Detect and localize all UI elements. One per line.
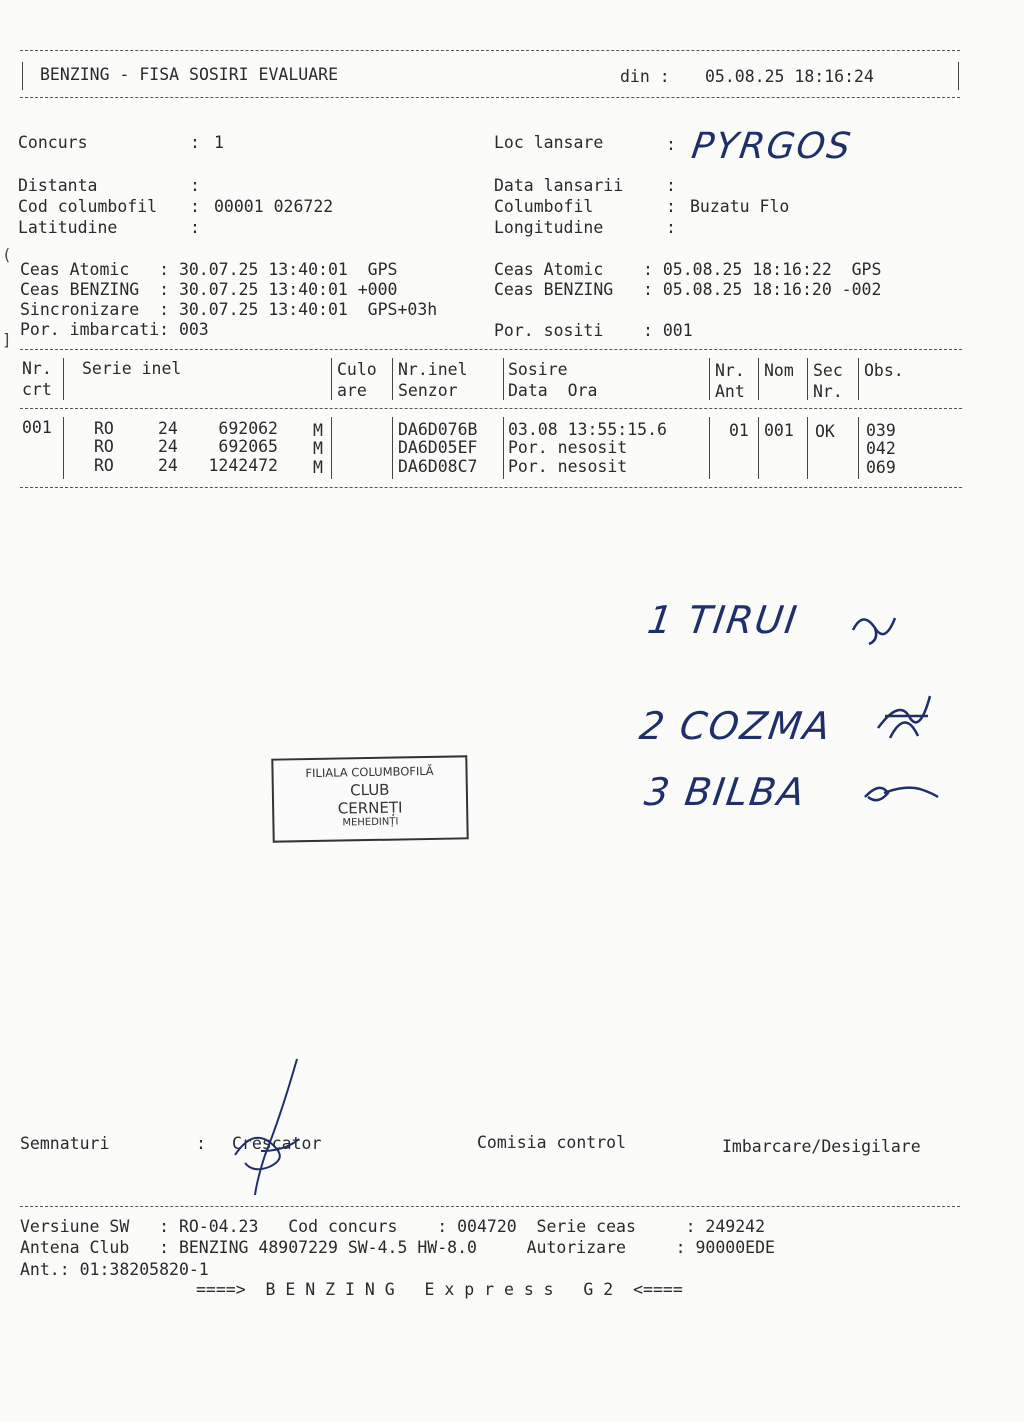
handwritten-signature-3 [860,775,940,810]
header-bottom-rule [20,97,960,98]
footer-line-4: ====> B E N Z I N G E x p r e s s G 2 <==== [196,1280,683,1299]
col-sep-1-body [63,417,64,479]
concurs-label: Concurs [18,133,88,152]
td-obs: 069 [866,458,896,477]
loc-lansare-value: PYRGOS [689,126,855,167]
td-ring: 1242472 [208,456,278,475]
handwritten-signature-2 [870,688,940,748]
left-sincronizare: Sincronizare : 30.07.25 13:40:01 GPS+03h [20,300,438,319]
data-lansarii-colon: : [666,176,676,195]
td-sosire: Por. nesosit [508,457,628,476]
semnaturi-colon: : [196,1134,206,1153]
col-sep-3-body [392,417,393,479]
col-sep-8-header [858,358,859,400]
th-culoare-2: are [337,381,367,400]
td-senzor: DA6D076B [398,420,478,439]
stamp-line-4: MEHEDINȚI [342,816,399,829]
th-sosire-2: Data Ora [508,381,598,400]
td-sec: OK [815,422,835,441]
td-sex: M [313,439,323,458]
semnaturi-label: Semnaturi [20,1134,110,1153]
col-sep-4-body [503,417,504,479]
loc-lansare-label: Loc lansare [494,133,604,152]
col-sep-7-body [807,417,808,479]
th-nr-crt-2: crt [22,380,52,399]
latitudine-label: Latitudine [18,218,118,237]
td-sex: M [313,458,323,477]
imbarcare-desigilare-label: Imbarcare/Desigilare [722,1137,921,1156]
col-sep-1-header [63,358,64,400]
cod-columbofil-colon: : [190,197,200,216]
th-nr-inel-2: Senzor [398,381,458,400]
concurs-value: 1 [214,133,224,152]
left-por-imbarcati: Por. imbarcati: 003 [20,320,209,339]
distanta-label: Distanta [18,176,98,195]
td-ring: 692062 [218,419,278,438]
cod-columbofil-value: 00001 026722 [214,197,334,216]
footer-line-2: Antena Club : BENZING 48907229 SW-4.5 HW-8.0 Autorizare : 90000EDE [20,1238,775,1257]
th-nr-ant-2: Ant [715,382,745,401]
footer-line-3: Ant.: 01:38205820-1 [20,1260,209,1279]
th-sosire-1: Sosire [508,360,568,379]
columbofil-label: Columbofil [494,197,594,216]
header-title: BENZING - FISA SOSIRI EVALUARE [40,65,339,84]
header-left-border [22,62,23,90]
td-country: RO [94,437,114,456]
col-sep-2-body [331,417,332,479]
longitudine-label: Longitudine [494,218,604,237]
columbofil-value: Buzatu Flo [690,197,790,216]
handwritten-line-2: 2 COZMA [636,704,835,748]
th-nom: Nom [764,361,794,380]
td-country: RO [94,456,114,475]
right-ceas-benzing: Ceas BENZING : 05.08.25 18:16:20 -002 [494,280,882,299]
cod-columbofil-label: Cod columbofil [18,197,158,216]
td-obs: 042 [866,439,896,458]
td-ring: 692065 [218,437,278,456]
stamp-line-3: CERNEȚI [337,798,403,818]
col-sep-4-header [503,358,504,400]
latitudine-colon: : [190,218,200,237]
table-bottom-rule [20,487,962,488]
scan-edge-mark: ] [2,330,12,349]
col-sep-2-header [331,358,332,400]
th-serie-inel: Serie inel [82,359,182,378]
left-ceas-benzing: Ceas BENZING : 30.07.25 13:40:01 +000 [20,280,398,299]
header-din-label: din : [620,67,670,86]
col-sep-5-body [709,417,710,479]
header-top-rule [20,50,960,51]
col-sep-6-body [758,417,759,479]
header-datetime: 05.08.25 18:16:24 [705,67,874,86]
columbofil-colon: : [666,197,676,216]
table-header-rule [20,408,962,409]
th-nr-inel-1: Nr.inel [398,360,468,379]
scan-edge-mark: ( [2,245,12,264]
col-sep-7-header [807,358,808,400]
crescator-signature [225,1055,305,1200]
data-lansarii-label: Data lansarii [494,176,624,195]
header-right-border [958,62,959,90]
handwritten-line-3: 3 BILBA [641,770,809,814]
th-culoare-1: Culo [337,360,377,379]
col-sep-5-header [709,358,710,400]
footer-rule [20,1206,960,1207]
stamp-line-1: FILIALA COLUMBOFILĂ [305,763,434,781]
td-nr-ant: 01 [729,421,749,440]
club-stamp [271,755,468,842]
longitudine-colon: : [666,218,676,237]
handwritten-line-1: 1 TIRUI [644,598,802,642]
distanta-colon: : [190,176,200,195]
td-nr-crt: 001 [22,418,52,437]
td-senzor: DA6D08C7 [398,457,478,476]
loc-lansare-colon: : [666,135,676,154]
th-sec-2: Nr. [813,382,843,401]
concurs-colon: : [190,133,200,152]
col-sep-3-header [392,358,393,400]
td-year: 24 [158,456,178,475]
stamp-line-2: CLUB [350,780,390,800]
right-ceas-atomic: Ceas Atomic : 05.08.25 18:16:22 GPS [494,260,882,279]
comisia-control-label: Comisia control [477,1133,627,1152]
th-obs: Obs. [864,361,904,380]
right-por-sositi: Por. sositi : 001 [494,321,693,340]
col-sep-8-body [858,417,859,479]
table-top-rule [20,349,962,350]
td-obs: 039 [866,421,896,440]
th-nr-crt-1: Nr. [22,359,52,378]
crescator-label: Crescator [232,1134,322,1153]
handwritten-scribble-1 [845,600,905,650]
th-nr-ant-1: Nr. [715,361,745,380]
left-ceas-atomic: Ceas Atomic : 30.07.25 13:40:01 GPS [20,260,398,279]
td-sosire: Por. nesosit [508,438,628,457]
td-senzor: DA6D05EF [398,438,478,457]
th-sec-1: Sec [813,361,843,380]
td-sex: M [313,421,323,440]
td-nom: 001 [764,421,794,440]
td-year: 24 [158,419,178,438]
td-country: RO [94,419,114,438]
footer-line-1: Versiune SW : RO-04.23 Cod concurs : 004720 Serie ceas : 249242 [20,1217,766,1236]
td-year: 24 [158,437,178,456]
col-sep-6-header [758,358,759,400]
td-sosire: 03.08 13:55:15.6 [508,420,667,439]
